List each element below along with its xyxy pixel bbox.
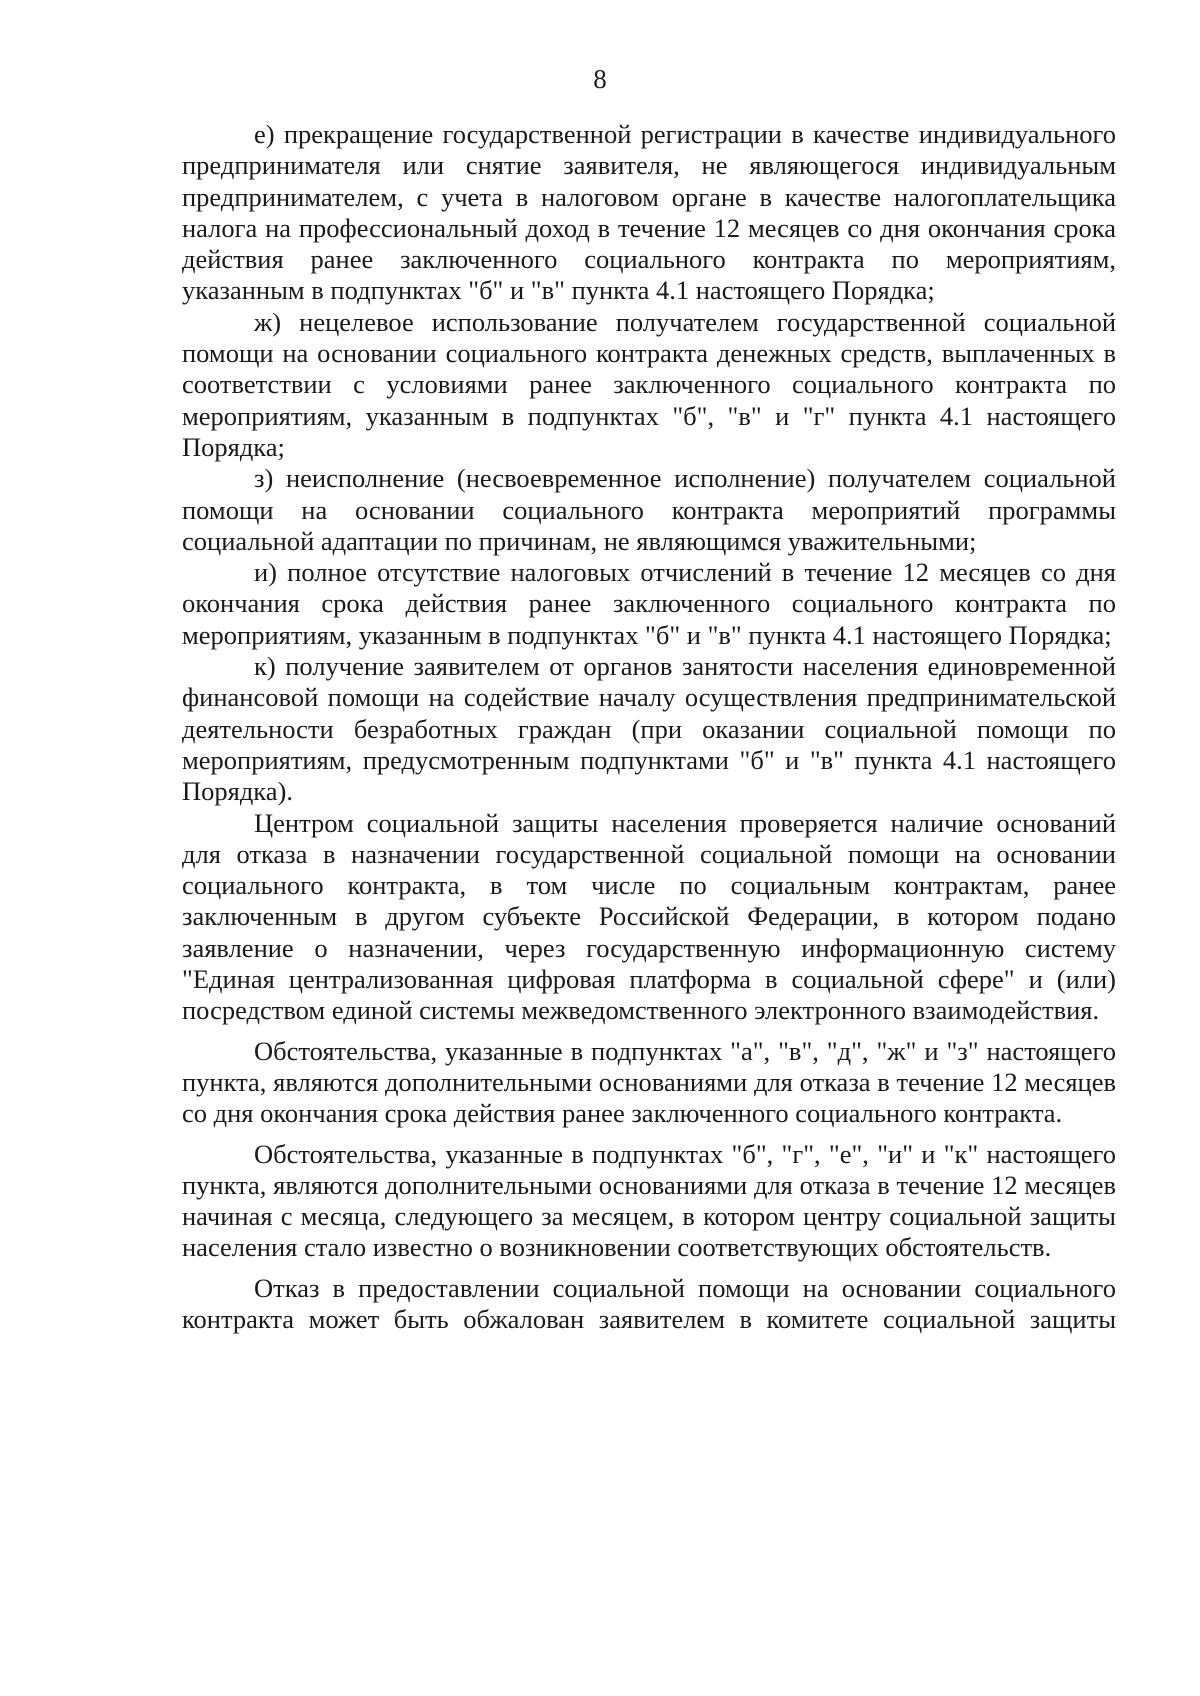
paragraph-subitem-e: е) прекращение государственной регистрации в качестве индивидуального предпринимателя или снятие заявителя, не являющегося индивидуальным предпринимателем, с учета в налоговом органе в качестве налогоплательщика налога на профессиональный доход в течение 12 месяцев со дня окончания срока действия ранее заключенного социального контракта по мероприятиям, указанным в подпунктах "б" и "в" пункта 4.1 настоящего Порядка; xyxy=(182,119,1116,306)
paragraph-verification: Центром социальной защиты населения проверяется наличие оснований для отказа в назначении государственной социальной помощи на основании социального контракта, в том числе по социальным контрактам, ранее заключенным в другом субъекте Российской Федерации, в котором подано заявление о назначении, через государственную информационную систему "Единая централизованная цифровая платформа в социальной сфере" и (или) посредством единой системы межведомственного электронного взаимодействия. xyxy=(182,807,1116,1026)
document-body xyxy=(182,119,1116,1335)
paragraph-subitem-z: з) неисполнение (несвоевременное исполнение) получателем социальной помощи на основании социального контракта мероприятий программы социальной адаптации по причинам, не являющимся уважительными; xyxy=(182,463,1116,556)
paragraph-subitem-zh: ж) нецелевое использование получателем государственной социальной помощи на основании социального контракта денежных средств, выплаченных в соответствии с условиями ранее заключенного социального контракта по мероприятиям, указанным в подпунктах "б", "в" и "г" пункта 4.1 настоящего Порядка; xyxy=(182,306,1116,462)
paragraph-appeal: Отказ в предоставлении социальной помощи на основании социального контракта может быть обжалован заявителем в комитете социальной защиты xyxy=(182,1272,1116,1334)
page-number: 8 xyxy=(593,64,607,94)
paragraph-subitem-i: и) полное отсутствие налоговых отчислений в течение 12 месяцев со дня окончания срока действия ранее заключенного социального контракта по мероприятиям, указанным в подпунктах "б" и "в" пункта 4.1 настоящего Порядка; xyxy=(182,557,1116,650)
paragraph-circumstances-2: Обстоятельства, указанные в подпунктах "б", "г", "е", "и" и "к" настоящего пункта, являются дополнительными основаниями для отказа в течение 12 месяцев начиная с месяца, следующего за месяцем, в котором центру социальной защиты населения стало известно о возникновении соответствующих обстоятельств. xyxy=(182,1138,1116,1263)
paragraph-subitem-k: к) получение заявителем от органов занятости населения единовременной финансовой помощи на содействие началу осуществления предпринимательской деятельности безработных граждан (при оказании социальной помощи по мероприятиям, предусмотренным подпунктами "б" и "в" пункта 4.1 настоящего Порядка). xyxy=(182,651,1116,807)
paragraph-circumstances-1: Обстоятельства, указанные в подпунктах "а", "в", "д", "ж" и "з" настоящего пункта, являются дополнительными основаниями для отказа в течение 12 месяцев со дня окончания срока действия ранее заключенного социального контракта. xyxy=(182,1035,1116,1129)
